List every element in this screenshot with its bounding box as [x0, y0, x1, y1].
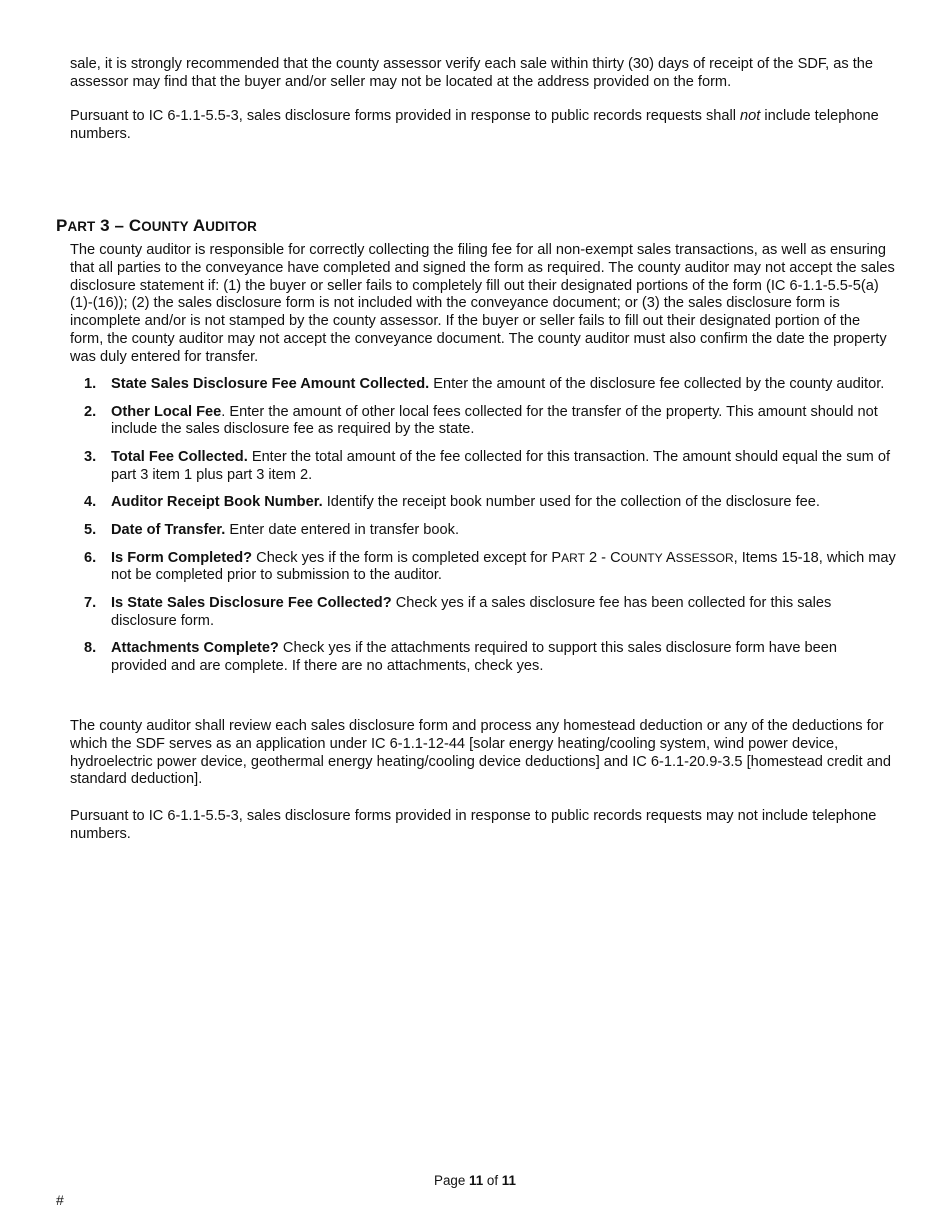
pursuant-text-after: include telephone numbers.	[70, 108, 879, 142]
item-text: Check yes if the attachments required to support this sales disclosure form have been provided and are complete. If there are no attachments, check yes.	[111, 640, 837, 675]
item-text: Enter the total amount of the fee collected for this transaction. The amount should equal the sum of part 3 item 1 plus part 3 item 2.	[111, 448, 891, 483]
list-item	[70, 640, 896, 676]
item-title: Auditor Receipt Book Number.	[111, 494, 323, 511]
list-item	[70, 595, 896, 631]
item-title: Is State Sales Disclosure Fee Collected?	[111, 594, 392, 611]
pursuant-paragraph-assessor	[70, 108, 896, 144]
item-title: Other Local Fee	[111, 403, 222, 420]
item-text-after: , Items 15-18, which may not be completed prior to submission to the auditor.	[111, 549, 896, 584]
item-number: 1.	[84, 376, 97, 392]
current-page-number: 11	[469, 1173, 484, 1188]
item-title: State Sales Disclosure Fee Amount Collected.	[111, 376, 430, 392]
list-item	[70, 522, 896, 540]
item-title: Total Fee Collected.	[111, 448, 248, 465]
item-number: 6.	[84, 549, 97, 566]
item-text: Enter the amount of the disclosure fee collected by the county auditor.	[429, 376, 885, 392]
intro-paragraph: sale, it is strongly recommended that the county assessor verify each sale within thirty (30) days of receipt of the SDF, as the assessor may find that the buyer and/or seller may not be located at the address provided on the form.	[70, 56, 874, 90]
item-text: Identify the receipt book number used for the collection of the disclosure fee.	[322, 494, 820, 511]
item-number: 4.	[84, 494, 97, 511]
review-paragraph: The county auditor shall review each sales disclosure form and process any homestead deduction or any of the deductions for which the SDF serves as an application under IC 6-1.1-12-44 [solar energy heating/cooling system, wind power device, hydroelectric power device, geothermal energy heating/cooling device deductions] and IC 6-1.1-20.9-3.5 [homestead credit and standard deduction].	[70, 718, 891, 788]
list-item	[70, 449, 896, 485]
part3-heading: PART 3 – COUNTY AUDITOR	[56, 216, 257, 235]
auditor-responsibility-paragraph: The county auditor is responsible for correctly collecting the filing fee for all non-exempt sales transactions, as well as ensuring that all parties to the conveyance have completed and signed the form as required. The county auditor may not accept the sales disclosure statement if: (1) the buyer or seller fails to completely fill out their designated portions of the form (IC 6-1.1-5.5-5(a)(1)-(16)); (2) the sales disclosure form is not included with the conveyance document; or (3) the sales disclosure form is incomplete and/or is not stamped by the county assessor. If the buyer or seller fails to fill out their designated portion of the form, the county auditor may not accept the conveyance document. The county auditor must also confirm the date the property was duly entered for transfer.	[70, 242, 895, 365]
item-text: Check yes if the form is completed except for	[252, 549, 552, 566]
pursuant-paragraph-auditor: Pursuant to IC 6-1.1-5.5-3, sales disclosure forms provided in response to public records requests may not include telephone numbers.	[70, 808, 877, 842]
item-number: 7.	[84, 594, 97, 611]
item-number: 8.	[84, 640, 97, 657]
total-page-number: 11	[501, 1173, 516, 1188]
item-number: 5.	[84, 521, 97, 538]
page-footer: Page 11 of 11	[434, 1173, 516, 1188]
item-title: Attachments Complete?	[111, 640, 279, 657]
item-text: Enter date entered in transfer book.	[225, 521, 460, 538]
list-item	[70, 494, 896, 512]
list-item	[70, 404, 896, 440]
list-item	[70, 376, 896, 394]
list-item	[70, 550, 896, 586]
item-title: Is Form Completed?	[111, 549, 253, 566]
part3-item-list	[70, 376, 896, 686]
pursuant-text-before: Pursuant to IC 6-1.1-5.5-3, sales disclosure forms provided in response to public records requests shall	[70, 108, 741, 124]
pursuant-emphasis: not	[740, 108, 761, 124]
hash-mark: #	[56, 1192, 64, 1208]
item-number: 3.	[84, 448, 97, 465]
item-text: . Enter the amount of other local fees collected for the transfer of the property. This amount should not include the sales disclosure fee as required by the state.	[111, 403, 878, 438]
part2-reference: PART 2 - COUNTY ASSESSOR	[551, 549, 734, 566]
item-number: 2.	[84, 403, 97, 420]
item-title: Date of Transfer.	[111, 521, 226, 538]
item-text: Check yes if a sales disclosure fee has been collected for this sales disclosure form.	[111, 594, 832, 629]
